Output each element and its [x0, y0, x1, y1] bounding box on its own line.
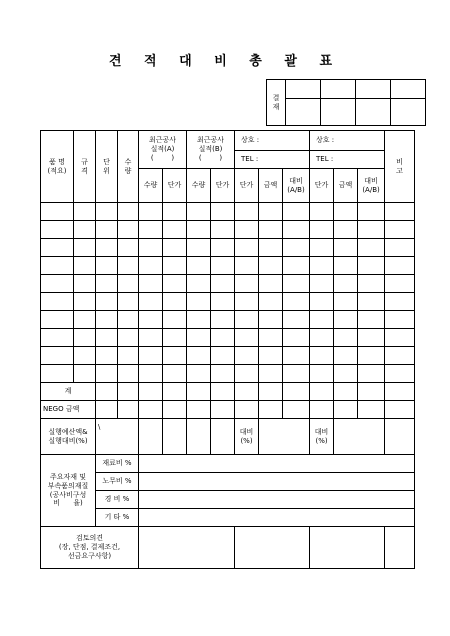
entry-cell[interactable]	[74, 221, 96, 239]
entry-cell[interactable]	[211, 239, 235, 257]
entry-cell[interactable]	[118, 203, 139, 221]
entry-cell[interactable]	[74, 293, 96, 311]
row-exec-budget-label: 실행예산액& 실행대비(%)	[41, 419, 96, 455]
entry-cell[interactable]	[259, 293, 283, 311]
material-cost-label: 재료비 %	[96, 455, 139, 473]
entry-cell[interactable]	[358, 239, 385, 257]
entry-cell[interactable]	[211, 203, 235, 221]
table-row	[41, 257, 415, 275]
entry-cell[interactable]	[235, 329, 259, 347]
entry-cell[interactable]	[385, 365, 415, 383]
entry-cell[interactable]	[187, 275, 211, 293]
entry-cell[interactable]	[96, 347, 118, 365]
entry-cell[interactable]	[163, 221, 187, 239]
entry-cell[interactable]	[96, 293, 118, 311]
entry-cell[interactable]	[235, 347, 259, 365]
col-unit: 단 위	[96, 131, 118, 203]
approval-sign-cell[interactable]	[356, 99, 391, 126]
entry-cell[interactable]	[358, 203, 385, 221]
entry-cell[interactable]	[211, 275, 235, 293]
entry-cell[interactable]	[385, 275, 415, 293]
entry-cell[interactable]	[41, 221, 74, 239]
approval-table	[266, 79, 426, 126]
entry-cell[interactable]	[283, 221, 310, 239]
row-nego-label: NEGO 금액	[41, 401, 96, 419]
entry-cell[interactable]	[118, 257, 139, 275]
col-item-name: 품 명 (적요)	[41, 131, 74, 203]
entry-cell[interactable]	[187, 203, 211, 221]
company1-tel[interactable]: TEL :	[235, 151, 310, 169]
entry-cell[interactable]	[385, 257, 415, 275]
expense-label: 경 비 %	[96, 491, 139, 509]
sub-amount-c2: 금액	[334, 169, 358, 203]
entry-cell[interactable]	[211, 365, 235, 383]
entry-cell[interactable]	[96, 311, 118, 329]
entry-cell[interactable]	[235, 257, 259, 275]
entry-cell[interactable]	[259, 221, 283, 239]
entry-cell[interactable]	[41, 311, 74, 329]
entry-cell[interactable]	[139, 239, 163, 257]
entry-cell[interactable]	[211, 257, 235, 275]
entry-cell[interactable]	[96, 239, 118, 257]
approval-cell[interactable]	[321, 80, 356, 99]
entry-cell[interactable]	[139, 203, 163, 221]
entry-cell[interactable]	[139, 329, 163, 347]
exec-ratio-label-1: 대비 (%)	[235, 419, 259, 455]
page-title: 견 적 대 비 총 괄 표	[108, 54, 342, 69]
entry-cell[interactable]	[334, 221, 358, 239]
entry-cell[interactable]	[41, 239, 74, 257]
entry-cell[interactable]	[235, 203, 259, 221]
entry-cell[interactable]	[283, 203, 310, 221]
entry-cell[interactable]	[211, 347, 235, 365]
entry-cell[interactable]	[385, 329, 415, 347]
sub-ratio-c2: 대비 (A/B)	[358, 169, 385, 203]
entry-cell[interactable]	[358, 311, 385, 329]
entry-cell[interactable]	[74, 275, 96, 293]
entry-cell[interactable]	[163, 293, 187, 311]
entry-cell[interactable]	[41, 293, 74, 311]
entry-cell[interactable]	[74, 311, 96, 329]
entry-cell[interactable]	[385, 311, 415, 329]
entry-cell[interactable]	[385, 293, 415, 311]
entry-cell[interactable]	[139, 257, 163, 275]
entry-cell[interactable]	[211, 293, 235, 311]
entry-cell[interactable]	[334, 365, 358, 383]
entry-cell[interactable]	[235, 275, 259, 293]
entry-cell[interactable]	[358, 275, 385, 293]
entry-cell[interactable]	[74, 239, 96, 257]
entry-cell[interactable]	[163, 275, 187, 293]
entry-cell[interactable]	[235, 365, 259, 383]
entry-cell[interactable]	[259, 239, 283, 257]
sub-qty-a: 수량	[139, 169, 163, 203]
entry-cell[interactable]	[334, 239, 358, 257]
table-row	[41, 365, 415, 383]
col-qty: 수 량	[118, 131, 139, 203]
entry-cell[interactable]	[74, 329, 96, 347]
cost-composition-label: 주요자재 및 부속품의재질 (공사비구성 비 율)	[41, 455, 96, 527]
entry-cell[interactable]	[41, 257, 74, 275]
entry-cell[interactable]	[334, 347, 358, 365]
entry-cell[interactable]	[163, 311, 187, 329]
entry-cell[interactable]	[41, 275, 74, 293]
entry-cell[interactable]	[283, 239, 310, 257]
entry-cell[interactable]	[187, 239, 211, 257]
company1-name[interactable]: 상호 :	[235, 131, 310, 151]
entry-cell[interactable]	[310, 329, 334, 347]
other-cost-label: 기 타 %	[96, 509, 139, 527]
exec-ratio-label-2: 대비 (%)	[310, 419, 334, 455]
entry-cell[interactable]	[163, 203, 187, 221]
sub-qty-b: 수량	[187, 169, 211, 203]
entry-cell[interactable]	[310, 239, 334, 257]
entry-cell[interactable]	[235, 239, 259, 257]
entry-cell[interactable]	[283, 275, 310, 293]
entry-cell[interactable]	[259, 203, 283, 221]
entry-cell[interactable]	[358, 329, 385, 347]
sub-ratio-c1: 대비 (A/B)	[283, 169, 310, 203]
entry-cell[interactable]	[187, 221, 211, 239]
table-row	[41, 311, 415, 329]
approval-label: 결 재	[267, 80, 286, 126]
entry-cell[interactable]	[334, 257, 358, 275]
entry-cell[interactable]	[139, 311, 163, 329]
entry-cell[interactable]	[283, 311, 310, 329]
row-total-label: 계	[41, 383, 96, 401]
entry-cell[interactable]	[139, 275, 163, 293]
entry-cell[interactable]	[118, 293, 139, 311]
entry-cell[interactable]	[96, 257, 118, 275]
entry-cell[interactable]	[358, 221, 385, 239]
entry-cell[interactable]	[259, 275, 283, 293]
entry-cell[interactable]	[187, 257, 211, 275]
entry-cell[interactable]	[187, 347, 211, 365]
entry-cell[interactable]	[310, 221, 334, 239]
entry-cell[interactable]	[259, 347, 283, 365]
sub-amount-c1: 금액	[259, 169, 283, 203]
entry-cell[interactable]	[310, 293, 334, 311]
approval-sign-cell[interactable]	[286, 99, 321, 126]
entry-cell[interactable]	[163, 347, 187, 365]
entry-cell[interactable]	[235, 293, 259, 311]
col-remarks: 비 고	[385, 131, 415, 203]
labor-cost-label: 노무비 %	[96, 473, 139, 491]
entry-cell[interactable]	[96, 329, 118, 347]
approval-cell[interactable]	[286, 80, 321, 99]
entry-cell[interactable]	[118, 311, 139, 329]
entry-cell[interactable]	[385, 203, 415, 221]
approval-sign-cell[interactable]	[321, 99, 356, 126]
entry-cell[interactable]	[310, 257, 334, 275]
table-row	[41, 329, 415, 347]
entry-cell[interactable]	[283, 329, 310, 347]
entry-cell[interactable]	[96, 275, 118, 293]
table-row	[41, 221, 415, 239]
entry-cell[interactable]	[334, 293, 358, 311]
company2-name[interactable]: 상호 :	[310, 131, 385, 151]
entry-cell[interactable]	[283, 365, 310, 383]
entry-cell[interactable]	[118, 275, 139, 293]
approval-cell[interactable]	[391, 80, 426, 99]
review-opinion-label: 검토의견 (장, 단점, 결제조건, 선금요구사항)	[41, 527, 139, 569]
entry-cell[interactable]	[96, 221, 118, 239]
entry-cell[interactable]	[74, 203, 96, 221]
table-row	[41, 293, 415, 311]
entry-cell[interactable]	[310, 203, 334, 221]
entry-cell[interactable]	[211, 221, 235, 239]
entry-cell[interactable]	[211, 311, 235, 329]
entry-cell[interactable]	[187, 311, 211, 329]
table-row	[41, 347, 415, 365]
entry-cell[interactable]	[187, 329, 211, 347]
company2-tel[interactable]: TEL :	[310, 151, 385, 169]
entry-cell[interactable]	[259, 257, 283, 275]
entry-cell[interactable]	[211, 329, 235, 347]
entry-cell[interactable]	[310, 311, 334, 329]
entry-cell[interactable]	[41, 329, 74, 347]
entry-cell[interactable]	[358, 293, 385, 311]
entry-cell[interactable]	[41, 203, 74, 221]
entry-cell[interactable]	[41, 365, 74, 383]
entry-cell[interactable]	[283, 293, 310, 311]
entry-cell[interactable]	[163, 329, 187, 347]
entry-cell[interactable]	[385, 347, 415, 365]
entry-cell[interactable]	[139, 293, 163, 311]
table-row	[41, 275, 415, 293]
estimate-comparison-table	[40, 130, 415, 569]
entry-cell[interactable]	[385, 221, 415, 239]
entry-cell[interactable]	[259, 311, 283, 329]
approval-sign-cell[interactable]	[391, 99, 426, 126]
entry-cell[interactable]	[283, 347, 310, 365]
entry-cell[interactable]	[74, 347, 96, 365]
entry-cell[interactable]	[96, 365, 118, 383]
entry-cell[interactable]	[334, 329, 358, 347]
entry-cell[interactable]	[283, 257, 310, 275]
entry-cell[interactable]	[235, 221, 259, 239]
entry-cell[interactable]	[139, 221, 163, 239]
sub-unit-price-a: 단가	[163, 169, 187, 203]
sub-unit-price-c1: 단가	[235, 169, 259, 203]
col-spec: 규 격	[74, 131, 96, 203]
entry-cell[interactable]	[118, 329, 139, 347]
entry-cell[interactable]	[118, 221, 139, 239]
entry-cell[interactable]	[41, 347, 74, 365]
sub-unit-price-b: 단가	[211, 169, 235, 203]
entry-cell[interactable]	[187, 293, 211, 311]
entry-cell[interactable]	[163, 365, 187, 383]
entry-cell[interactable]	[74, 365, 96, 383]
entry-cell[interactable]	[139, 347, 163, 365]
entry-cell[interactable]	[310, 275, 334, 293]
approval-cell[interactable]	[356, 80, 391, 99]
entry-cell[interactable]	[118, 347, 139, 365]
entry-cell[interactable]	[187, 365, 211, 383]
col-recent-a: 최근공사 실적(A) ( )	[139, 131, 187, 169]
entry-cell[interactable]	[310, 365, 334, 383]
entry-cell[interactable]	[334, 311, 358, 329]
entry-cell[interactable]	[259, 365, 283, 383]
entry-cell[interactable]	[235, 311, 259, 329]
entry-cell[interactable]	[259, 329, 283, 347]
entry-cell[interactable]	[96, 203, 118, 221]
entry-cell[interactable]	[358, 365, 385, 383]
entry-cell[interactable]	[334, 275, 358, 293]
entry-cell[interactable]	[163, 257, 187, 275]
table-row	[41, 203, 415, 221]
table-row	[41, 239, 415, 257]
entry-cell[interactable]	[385, 239, 415, 257]
sub-unit-price-c2: 단가	[310, 169, 334, 203]
entry-cell[interactable]	[334, 203, 358, 221]
entry-cell[interactable]	[118, 365, 139, 383]
entry-cell[interactable]	[139, 365, 163, 383]
col-recent-b: 최근공사 실적(B) ( )	[187, 131, 235, 169]
entry-cell[interactable]	[358, 257, 385, 275]
entry-cell[interactable]	[310, 347, 334, 365]
entry-cell[interactable]	[358, 347, 385, 365]
entry-cell[interactable]	[163, 239, 187, 257]
entry-cell[interactable]	[74, 257, 96, 275]
exec-budget-backslash: \	[96, 419, 139, 455]
entry-cell[interactable]	[118, 239, 139, 257]
